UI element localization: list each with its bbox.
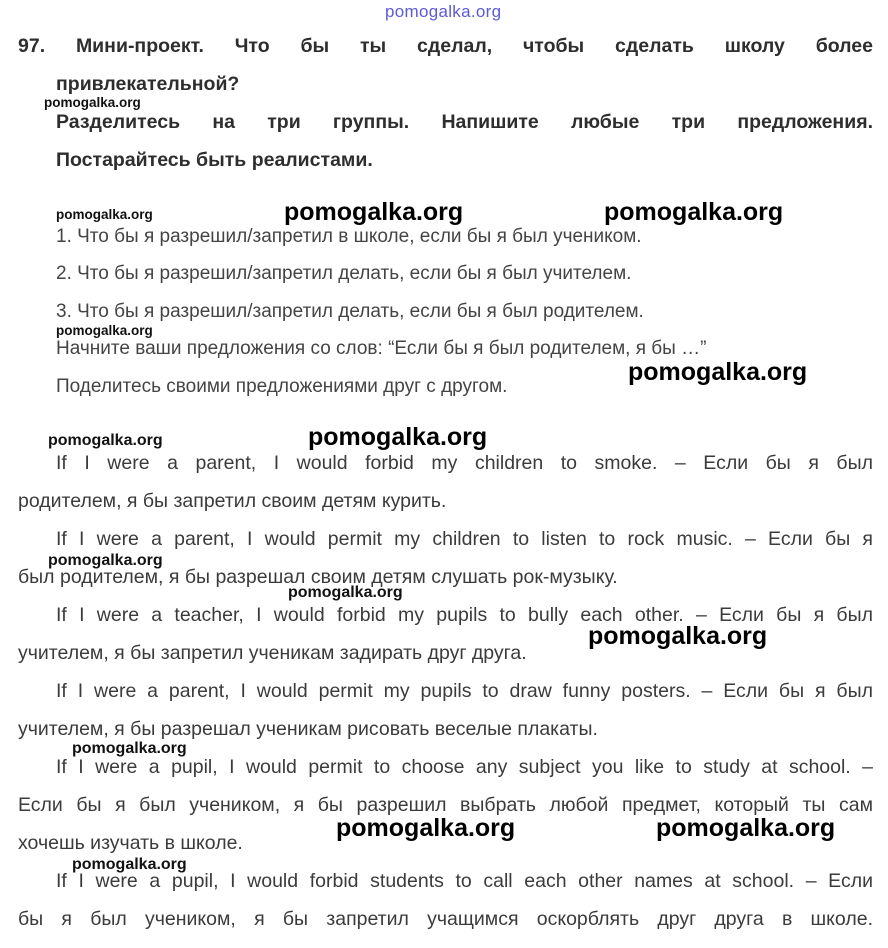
watermark-small: pomogalka.org xyxy=(72,740,187,757)
list-item-1: 1. Что бы я разрешил/запретил в школе, если бы я был учеником. xyxy=(56,226,642,247)
answer-3-line-2: учителем, я бы запретил ученикам задирать друг друга. xyxy=(18,642,527,664)
watermark-small: pomogalka.org xyxy=(72,856,187,873)
task-instruction-line1: Разделитесь на три группы. Напишите любые три предложения. xyxy=(56,111,873,133)
answer-6-line-1: If I were a pupil, I would forbid students to call each other names at school. – Если xyxy=(56,870,873,892)
watermark-large: pomogalka.org xyxy=(336,814,516,842)
answer-2-line-1: If I were a parent, I would permit my children to listen to rock music. – Если бы я xyxy=(56,528,873,550)
answer-5-line-3: хочешь изучать в школе. xyxy=(18,832,243,854)
watermark-large: pomogalka.org xyxy=(604,198,784,226)
task-title-line1: 97. Мини-проект. Что бы ты сделал, чтобы сделать школу более xyxy=(18,35,873,57)
answer-5-line-2: Если бы я был учеником, я бы разрешил выбрать любой предмет, который ты сам xyxy=(18,794,873,816)
watermark-small: pomogalka.org xyxy=(56,207,153,222)
task-instruction-line2: Постарайтесь быть реалистами. xyxy=(56,149,373,171)
answer-1-line-2: родителем, я бы запретил своим детям курить. xyxy=(18,490,447,512)
watermark-small: pomogalka.org xyxy=(48,432,163,449)
list-note-2: Поделитесь своими предложениями друг с другом. xyxy=(56,376,508,397)
watermark-large: pomogalka.org xyxy=(308,423,488,451)
answer-4-line-2: учителем, я бы разрешал ученикам рисовать веселые плакаты. xyxy=(18,718,598,740)
answer-1-line-1: If I were a parent, I would forbid my children to smoke. – Если бы я был xyxy=(56,452,873,474)
watermark-small: pomogalka.org xyxy=(56,323,153,338)
watermark-large: pomogalka.org xyxy=(628,358,808,386)
answer-3-line-1: If I were a teacher, I would forbid my pupils to bully each other. – Если бы я был xyxy=(56,604,873,626)
watermark-large: pomogalka.org xyxy=(656,814,836,842)
site-url: pomogalka.org xyxy=(385,2,502,21)
answer-5-line-1: If I were a pupil, I would permit to choose any subject you like to study at school. – xyxy=(56,756,873,778)
watermark-small: pomogalka.org xyxy=(48,552,163,569)
list-item-2: 2. Что бы я разрешил/запретил делать, если бы я был учителем. xyxy=(56,263,632,284)
answer-2-line-2: был родителем, я бы разрешал своим детям слушать рок-музыку. xyxy=(18,566,618,588)
watermark-small: pomogalka.org xyxy=(288,584,403,601)
answer-4-line-1: If I were a parent, I would permit my pupils to draw funny posters. – Если бы я был xyxy=(56,680,873,702)
answer-6-line-2: бы я был учеником, я бы запретил учащимся оскорблять друг друга в школе. xyxy=(18,908,873,930)
task-title-line2: привлекательной? xyxy=(56,73,240,95)
watermark-large: pomogalka.org xyxy=(284,198,464,226)
watermark-large: pomogalka.org xyxy=(588,622,768,650)
list-note-1: Начните ваши предложения со слов: “Если бы я был родителем, я бы …” xyxy=(56,338,707,359)
list-item-3: 3. Что бы я разрешил/запретил делать, если бы я был родителем. xyxy=(56,301,644,322)
watermark-small: pomogalka.org xyxy=(44,95,141,110)
